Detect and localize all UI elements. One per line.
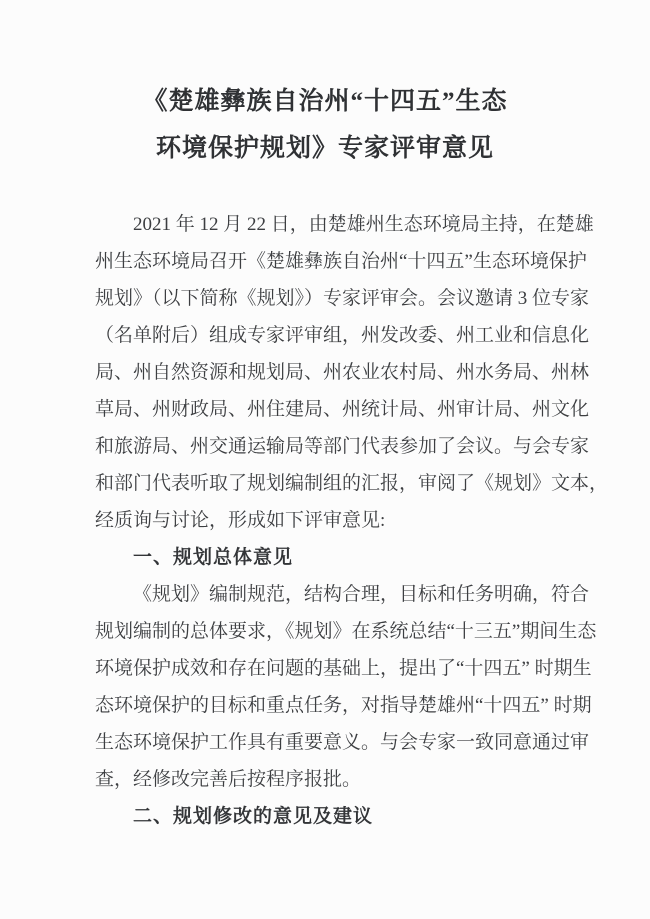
text-line: 草局、州财政局、州住建局、州统计局、州审计局、州文化 — [95, 399, 590, 420]
text-line: 和部门代表听取了规划编制组的汇报，审阅了《规划》文本， — [95, 473, 609, 494]
text-line: 经质询与讨论，形成如下评审意见: — [95, 510, 386, 531]
document-body — [95, 206, 609, 835]
text-line: （名单附后）组成专家评审组，州发改委、州工业和信息化 — [95, 325, 590, 346]
text-line: 查，经修改完善后按程序报批。 — [95, 769, 362, 790]
text-line: 和旅游局、州交通运输局等部门代表参加了会议。与会专家 — [95, 436, 590, 457]
section-heading: 一、规划总体意见 — [133, 547, 294, 568]
document-title — [0, 78, 650, 172]
text-line: 环境保护成效和存在问题的基础上，提出了“十四五” 时期生 — [95, 658, 592, 679]
text-line: 规划》（以下简称《规划》）专家评审会。会议邀请 3 位专家 — [95, 288, 590, 309]
text-line: 规划编制的总体要求，《规划》在系统总结“十三五”期间生态 — [95, 621, 597, 642]
text-line: 生态环境保护工作具有重要意义。与会专家一致同意通过审 — [95, 732, 590, 753]
text-line: 局、州自然资源和规划局、州农业农村局、州水务局、州林 — [95, 362, 590, 383]
title-line: 环境保护规划》专家评审意见 — [155, 135, 494, 162]
text-line: 态环境保护的目标和重点任务，对指导楚雄州“十四五” 时期 — [95, 695, 592, 716]
text-line: 《规划》编制规范，结构合理，目标和任务明确，符合 — [133, 584, 590, 605]
text-line: 州生态环境局召开《楚雄彝族自治州“十四五”生态环境保护 — [95, 251, 587, 272]
title-line: 《楚雄彝族自治州“十四五”生态 — [142, 88, 508, 115]
text-line: 2021 年 12 月 22 日，由楚雄州生态环境局主持，在楚雄 — [133, 214, 594, 235]
section-heading: 二、规划修改的意见及建议 — [133, 806, 374, 827]
